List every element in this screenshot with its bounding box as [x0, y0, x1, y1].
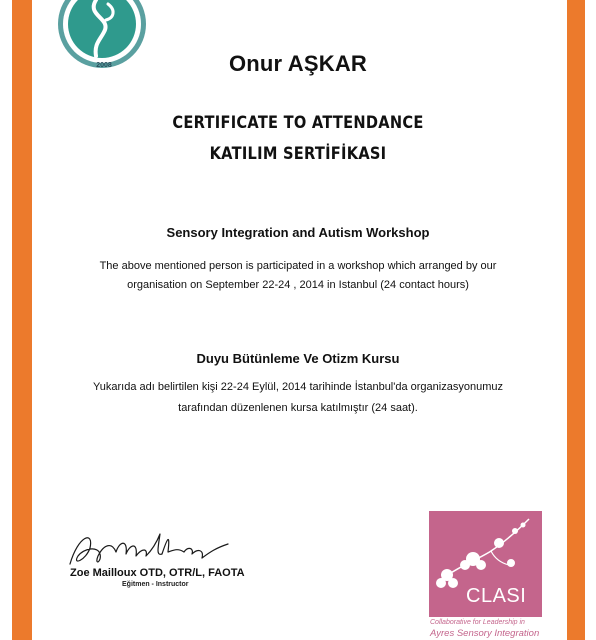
handwritten-signature: [64, 526, 234, 572]
signatory-name: Zoe Mailloux OTD, OTR/L, FAOTA: [70, 567, 245, 579]
orchid-bud-icon: [507, 559, 515, 567]
clasi-tagline-line2: Ayres Sensory Integration: [430, 628, 540, 639]
signatory-role: Eğitmen - Instructor: [122, 581, 189, 588]
signature-stroke: [70, 534, 228, 564]
english-workshop-heading: Sensory Integration and Autism Workshop: [166, 225, 430, 240]
certificate-title-english: CERTIFICATE TO ATTENDANCE: [172, 113, 424, 133]
orchid-flower-icon: [476, 560, 486, 570]
right-orange-border: [567, 0, 585, 640]
orchid-flower-icon: [494, 538, 504, 548]
turkish-workshop-heading: Duyu Bütünleme Ve Otizm Kursu: [196, 351, 400, 366]
left-orange-border: [12, 0, 32, 640]
orchid-bud-icon: [512, 528, 518, 534]
logo-year: 2008: [96, 62, 112, 69]
recipient-name: Onur AŞKAR: [228, 51, 368, 76]
orchid-flower-icon: [460, 560, 470, 570]
orchid-flowers: [436, 523, 526, 589]
orchid-bud-icon: [521, 523, 526, 528]
english-body-text: The above mentioned person is participated in a workshop which arranged by our organisation on September 22-24 , 2014 in Istanbul (24 contact hours): [99, 260, 497, 291]
orchid-flower-icon: [448, 578, 458, 588]
clasi-tagline-line1: Collaborative for Leadership in: [430, 619, 525, 626]
turkish-body-text: Yukarıda adı belirtilen kişi 22-24 Eylül, 2014 tarihinde İstanbul'da organizasyonumuz tarafından düzenlenen kursa katılmıştır (24 saat).: [93, 381, 503, 414]
clasi-acronym: CLASI: [466, 585, 527, 607]
orchid-flower-icon: [436, 578, 446, 588]
branch-twig: [491, 551, 509, 565]
certificate-title-turkish: KATILIM SERTİFİKASI: [209, 144, 387, 164]
